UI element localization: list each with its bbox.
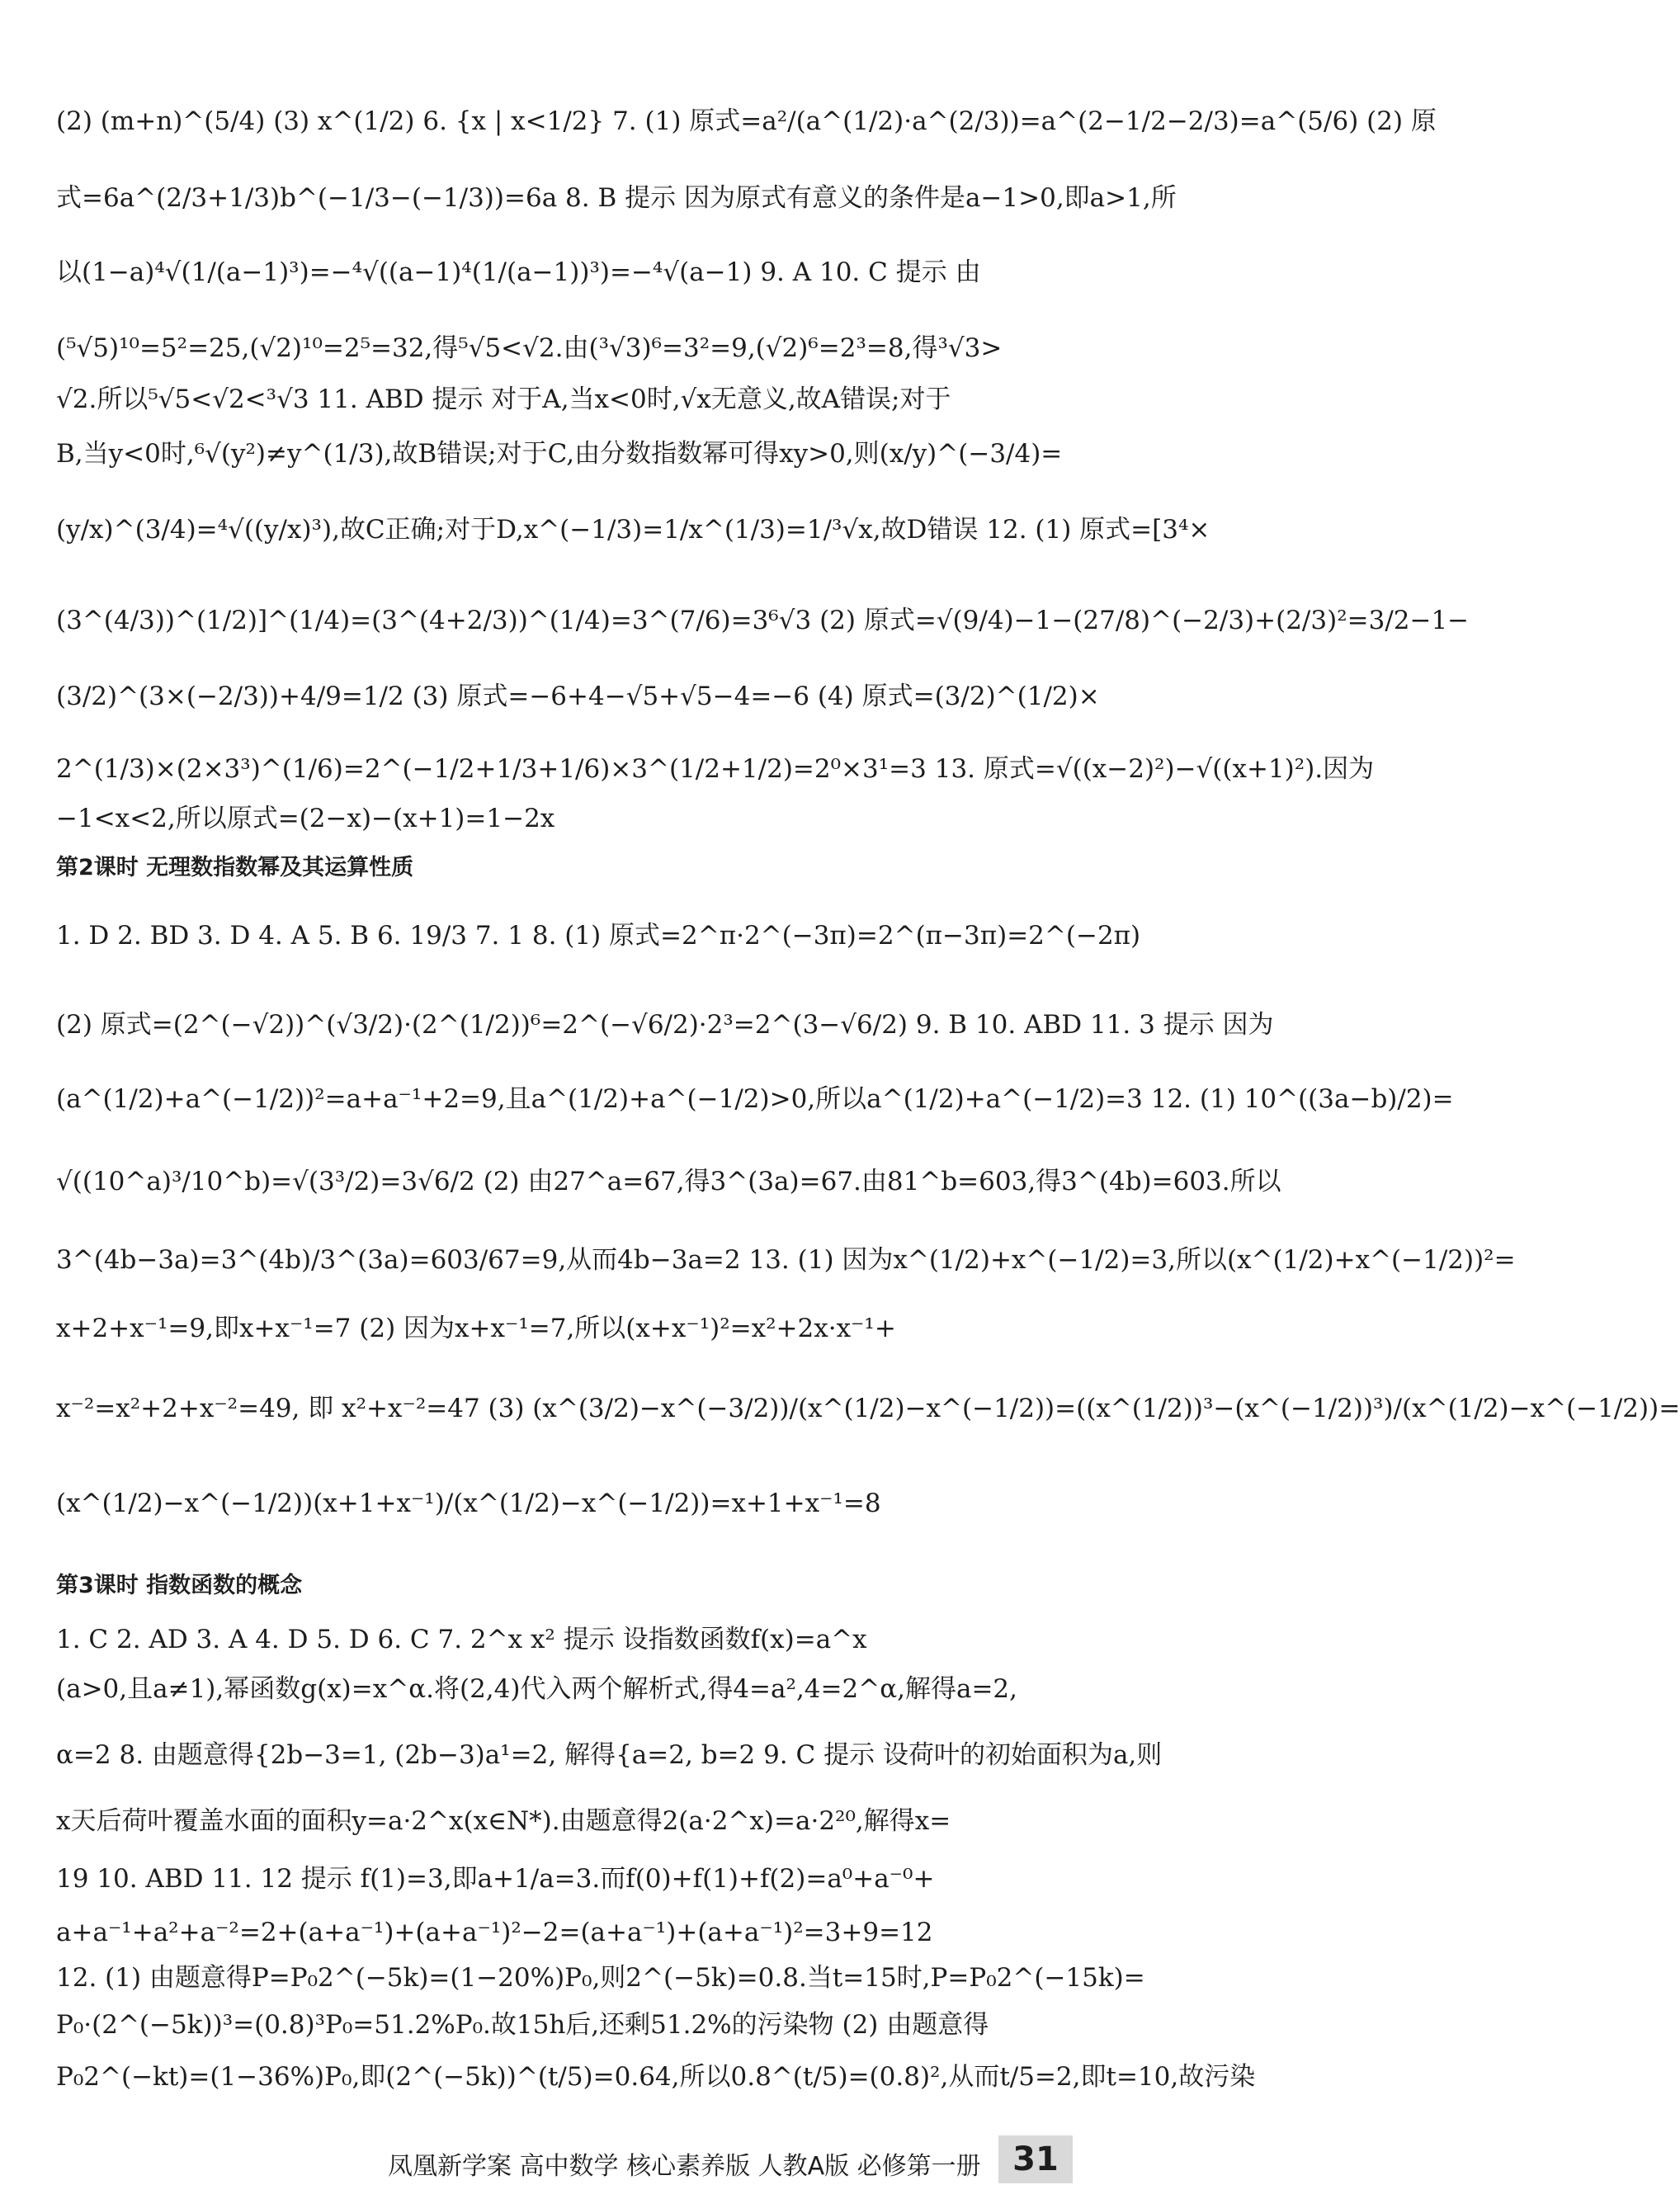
text-line: (2) 原式=(2^(−√2))^(√3/2)·(2^(1/2))⁶=2^(−√6/2)·2³=2^(3−√6/2) 9. B 10. ABD 11. 3 提示 因为 xyxy=(56,1010,1274,1040)
text-line: 以(1−a)⁴√(1/(a−1)³)=−⁴√((a−1)⁴(1/(a−1))³)=−⁴√(a−1) 9. A 10. C 提示 由 xyxy=(56,257,981,287)
text-line: 2^(1/3)×(2×3³)^(1/6)=2^(−1/2+1/3+1/6)×3^(1/2+1/2)=2⁰×3¹=3 13. 原式=√((x−2)²)−√((x+1)²).因为 xyxy=(56,754,1375,784)
section-heading: 第3课时 指数函数的概念 xyxy=(56,1573,303,1598)
text-line: a+a⁻¹+a²+a⁻²=2+(a+a⁻¹)+(a+a⁻¹)²−2=(a+a⁻¹)+(a+a⁻¹)²=3+9=12 xyxy=(56,1918,933,1947)
page-number: 31 xyxy=(998,2135,1073,2183)
section-heading: 第2课时 无理数指数幂及其运算性质 xyxy=(56,855,414,880)
text-line: P₀2^(−kt)=(1−36%)P₀,即(2^(−5k))^(t/5)=0.64,所以0.8^(t/5)=(0.8)²,从而t/5=2,即t=10,故污染 xyxy=(56,2062,1256,2092)
text-line: (y/x)^(3/4)=⁴√((y/x)³),故C正确;对于D,x^(−1/3)=1/x^(1/3)=1/³√x,故D错误 12. (1) 原式=[3⁴× xyxy=(56,515,1210,545)
text-line: x天后荷叶覆盖水面的面积y=a·2^x(x∈N*).由题意得2(a·2^x)=a·2²⁰,解得x= xyxy=(56,1806,951,1836)
text-line: x⁻²=x²+2+x⁻²=49, 即 x²+x⁻²=47 (3) (x^(3/2)−x^(−3/2))/(x^(1/2)−x^(−1/2))=((x^(1/2))³−(x^(−1/2))³)/(x^(1/2)−x^(−1/2))= xyxy=(56,1394,1680,1423)
text-line: (2) (m+n)^(5/4) (3) x^(1/2) 6. {x | x<1/2} 7. (1) 原式=a²/(a^(1/2)·a^(2/3))=a^(2−1/2−2/3)=a^(5/6) (2) 原 xyxy=(56,106,1437,136)
text-line: (3/2)^(3×(−2/3))+4/9=1/2 (3) 原式=−6+4−√5+√5−4=−6 (4) 原式=(3/2)^(1/2)× xyxy=(56,682,1100,711)
text-line: (a>0,且a≠1),幂函数g(x)=x^α.将(2,4)代入两个解析式,得4=a²,4=2^α,解得a=2, xyxy=(56,1674,1018,1704)
text-line: B,当y<0时,⁶√(y²)≠y^(1/3),故B错误;对于C,由分数指数幂可得xy>0,则(x/y)^(−3/4)= xyxy=(56,439,1063,469)
page-footer xyxy=(0,2137,1085,2187)
text-line: (x^(1/2)−x^(−1/2))(x+1+x⁻¹)/(x^(1/2)−x^(−1/2))=x+1+x⁻¹=8 xyxy=(56,1489,881,1518)
text-line: (3^(4/3))^(1/2)]^(1/4)=(3^(4+2/3))^(1/4)=3^(7/6)=3⁶√3 (2) 原式=√(9/4)−1−(27/8)^(−2/3)+(2/3)²=3/2−1− xyxy=(56,606,1470,635)
text-line: P₀·(2^(−5k))³=(0.8)³P₀=51.2%P₀.故15h后,还剩51.2%的污染物 (2) 由题意得 xyxy=(56,2010,989,2040)
text-line: √2.所以⁵√5<√2<³√3 11. ABD 提示 对于A,当x<0时,√x无意义,故A错误;对于 xyxy=(56,385,951,414)
text-line: 19 10. ABD 11. 12 提示 f(1)=3,即a+1/a=3.而f(0)+f(1)+f(2)=a⁰+a⁻⁰+ xyxy=(56,1864,935,1894)
text-line: (⁵√5)¹⁰=5²=25,(√2)¹⁰=2⁵=32,得⁵√5<√2.由(³√3)⁶=3²=9,(√2)⁶=2³=8,得³√3> xyxy=(56,333,1003,363)
text-line: α=2 8. 由题意得{2b−3=1, (2b−3)a¹=2, 解得{a=2, b=2 9. C 提示 设荷叶的初始面积为a,则 xyxy=(56,1740,1163,1770)
text-line: 1. C 2. AD 3. A 4. D 5. D 6. C 7. 2^x x² 提示 设指数函数f(x)=a^x xyxy=(56,1625,867,1654)
footer-text: 凤凰新学案 高中数学 核心素养版 人教A版 必修第一册 xyxy=(388,2152,981,2181)
text-line: (a^(1/2)+a^(−1/2))²=a+a⁻¹+2=9,且a^(1/2)+a^(−1/2)>0,所以a^(1/2)+a^(−1/2)=3 12. (1) 10^((3a−b)/2)= xyxy=(56,1084,1454,1114)
text-line: 12. (1) 由题意得P=P₀2^(−5k)=(1−20%)P₀,则2^(−5k)=0.8.当t=15时,P=P₀2^(−15k)= xyxy=(56,1963,1145,1993)
text-line: −1<x<2,所以原式=(2−x)−(x+1)=1−2x xyxy=(56,804,555,833)
text-line: 式=6a^(2/3+1/3)b^(−1/3−(−1/3))=6a 8. B 提示 因为原式有意义的条件是a−1>0,即a>1,所 xyxy=(56,183,1177,213)
text-line: 1. D 2. BD 3. D 4. A 5. B 6. 19/3 7. 1 8. (1) 原式=2^π·2^(−3π)=2^(π−3π)=2^(−2π) xyxy=(56,921,1141,951)
text-line: 3^(4b−3a)=3^(4b)/3^(3a)=603/67=9,从而4b−3a=2 13. (1) 因为x^(1/2)+x^(−1/2)=3,所以(x^(1/2)+x^(−1/2))²= xyxy=(56,1245,1516,1275)
text-line: √((10^a)³/10^b)=√(3³/2)=3√6/2 (2) 由27^a=67,得3^(3a)=67.由81^b=603,得3^(4b)=603.所以 xyxy=(56,1167,1281,1196)
text-line: x+2+x⁻¹=9,即x+x⁻¹=7 (2) 因为x+x⁻¹=7,所以(x+x⁻¹)²=x²+2x·x⁻¹+ xyxy=(56,1314,896,1343)
